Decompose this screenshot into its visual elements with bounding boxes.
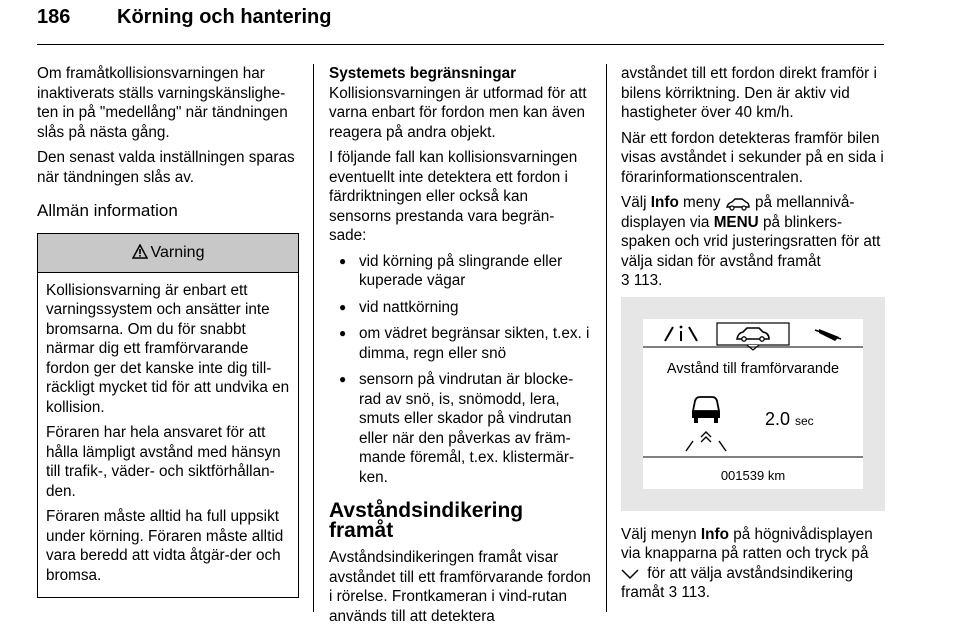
road-sign-icon [815, 329, 841, 341]
paragraph: Välj menyn Info på högnivådisplayen via knapparna på ratten och tryck på för att välja avståndsindikering framåt 3 113. [621, 525, 873, 601]
section-heading: Systemets begränsningar [329, 65, 517, 82]
paragraph: Om framåtkollisionsvarningen har inaktiverats ställs varningskänslighe-ten in på "medellång" när tändningen slås på nästa gång. [37, 65, 288, 141]
page-reference: 3 113. [668, 584, 711, 601]
warning-box [37, 233, 299, 599]
lane-assist-icon [665, 325, 697, 340]
distance-value: 2.0 [765, 408, 791, 429]
column-divider [606, 64, 607, 612]
column-1 [37, 64, 299, 598]
section-heading: Allmän information [37, 201, 178, 220]
warning-triangle-icon [132, 244, 148, 259]
paragraph: Avståndsindikeringen framåt visar avståndet till ett framförvarande fordon i rörelse. Frontkameran i vind-rutan används till att detektera [329, 549, 591, 625]
page-header [37, 6, 884, 38]
column-divider [313, 64, 314, 612]
car-menu-icon [725, 197, 751, 211]
paragraph: avståndet till ett fordon direkt framför i bilens körriktning. Den är aktiv vid hastigheter över 40 km/h. [621, 65, 877, 121]
chapter-title: Körning och hantering [117, 6, 332, 28]
vehicle-ahead-icon [686, 397, 726, 451]
display-title: Avstånd till framförvarande [666, 360, 840, 377]
page-reference: 3 113. [621, 272, 663, 289]
warning-paragraph: Föraren har hela ansvaret för att hålla lämpligt avstånd med hänsyn till trafik-, väder- och siktförhållan-den. [46, 424, 281, 500]
distance-unit: sec [795, 413, 814, 428]
column-2 [329, 64, 591, 632]
paragraph: När ett fordon detekteras framför bilen visas avståndet i sekunder på en sida i förarinformationscentralen. [621, 129, 884, 186]
section-heading: Avståndsindikering framåt [329, 499, 524, 542]
menu-label: MENU [713, 213, 759, 231]
paragraph: I följande fall kan kollisionsvarningen eventuellt inte detektera ett fordon i färdriktningen eller också kan sensorns prestanda vara begrän-sade: [329, 149, 578, 244]
warning-paragraph: Kollisionsvarning är enbart ett varningssystem och ansätter inte bromsarna. Om du för snabbt närmar dig ett framförvarande fordon ger det kanske inte dig till-räckligt mycket tid för att undvika en kollision. [46, 281, 290, 416]
warning-paragraph: Föraren måste alltid ha full uppsikt under körning. Föraren måste alltid vara beredd att vidta åtgär-der och bromsa. [46, 508, 284, 584]
display-illustration [621, 297, 885, 511]
warning-header [38, 234, 298, 273]
paragraph: Välj Info meny på mellannivå-displayen via MENU på blinkers-spaken och vrid justeringsratten för att välja sidan för avstånd framåt 3 113. [621, 194, 881, 289]
odometer: 001539 km [720, 467, 786, 483]
paragraph: Kollisionsvarningen är utformad för att varna enbart för fordon men kan även reagera på andra objekt. [329, 84, 587, 141]
list-item: ● vid nattkörning [329, 298, 591, 318]
column-3 [621, 64, 885, 609]
display-graphics [643, 319, 863, 489]
warning-title: Varning [150, 243, 205, 261]
info-display [643, 319, 863, 489]
selected-tab [717, 323, 789, 345]
page-number: 186 [37, 6, 71, 28]
limitations-list [329, 252, 591, 488]
header-rule [37, 44, 884, 45]
list-item: ● om vädret begränsar sikten, t.ex. i dimma, regn eller snö [329, 324, 591, 363]
paragraph: Den senast valda inställningen sparas när tändningen slås av. [37, 149, 295, 186]
chevron-down-icon [621, 568, 639, 580]
info-label: Info [650, 194, 679, 211]
info-label: Info [700, 525, 729, 543]
list-item: ● vid körning på slingrande eller kuperade vägar [329, 252, 591, 291]
list-item: ● sensorn på vindrutan är blocke-rad av snö, is, snömodd, lera, smuts eller skador på vindrutan eller när den påverkas av främ-mande föremål, t.ex. klistermär-ken. [329, 370, 591, 487]
